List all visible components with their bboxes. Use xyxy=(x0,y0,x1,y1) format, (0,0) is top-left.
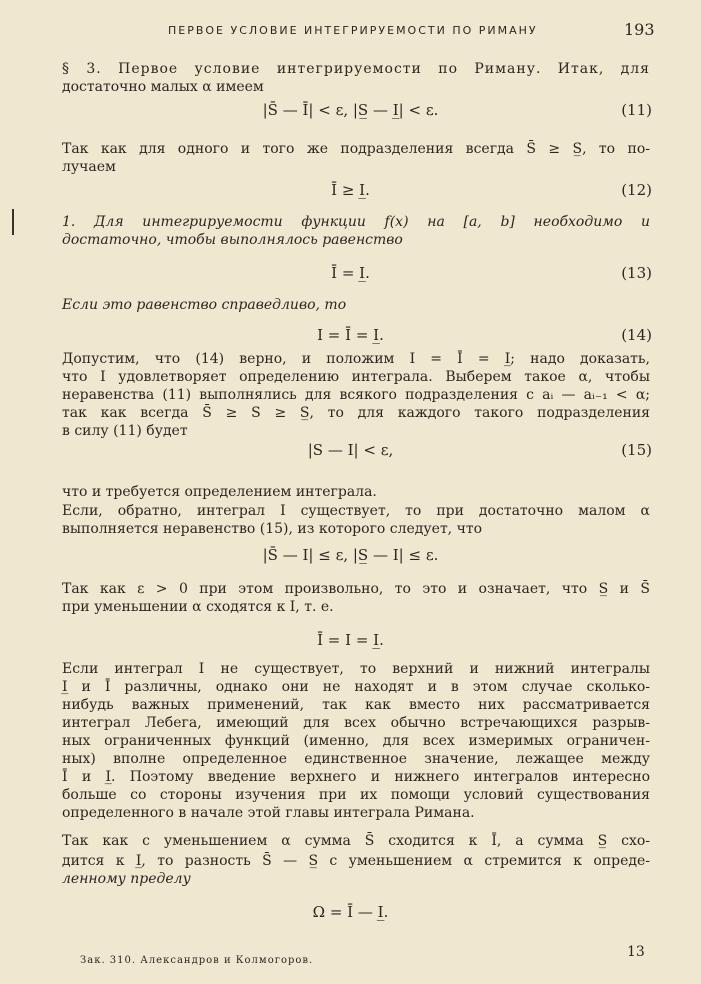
equation: Ī = I = I̲. xyxy=(317,631,384,649)
text-line: § 3. Первое условие интегрируемости по Риману. Итак, для xyxy=(62,61,650,77)
text-line: лучаем xyxy=(62,159,116,175)
text-line: нибудь важных применений, так как вместо них рассматривается xyxy=(62,697,650,713)
text-line: при уменьшении α сходятся к I, т. е. xyxy=(62,599,334,615)
margin-mark xyxy=(12,209,14,235)
text-line: I̲ и Ī различны, однако они не находят и в этом случае сколько- xyxy=(62,679,650,695)
text-line: интеграл Лебега, имеющий для всех обычно встречающихся разрыв- xyxy=(62,715,650,731)
equation-number: (14) xyxy=(621,326,652,344)
text-line: достаточно малых α имеем xyxy=(62,79,264,95)
equation: |S̄ — I| ≤ ε, |S̲ — I| ≤ ε. xyxy=(262,546,439,564)
text-line: Если, обратно, интеграл I существует, то при достаточно малом α xyxy=(62,503,650,519)
text-line: достаточно, чтобы выполнялось равенство xyxy=(62,232,403,248)
equation: I = Ī = I̲. xyxy=(317,326,384,344)
text-line: что I удовлетворяет определению интеграла. Выберем такое α, чтобы xyxy=(62,369,650,385)
text-line: неравенства (11) выполнялись для всякого подразделения с aᵢ — aᵢ₋₁ < α; xyxy=(62,387,650,403)
text-line: дится к I̲, то разность S̄ — S̲ с уменьшением α стремится к опреде- xyxy=(62,853,650,869)
text-line: что и требуется определением интеграла. xyxy=(62,484,377,500)
text-line: ных ограниченных функций (именно, для всех измеримых ограничен- xyxy=(62,733,650,749)
text-line: в силу (11) будет xyxy=(62,423,188,439)
text-line: Допустим, что (14) верно, и положим I = Ī = I̲; надо доказать, xyxy=(62,351,650,367)
page-number: 193 xyxy=(624,20,655,39)
text-line: выполняется неравенство (15), из которого следует, что xyxy=(62,521,483,537)
printer-note: Зак. 310. Александров и Колмогоров. xyxy=(80,955,314,966)
equation: Ω = Ī — I̲. xyxy=(312,903,389,921)
running-title: ПЕРВОЕ УСЛОВИЕ ИНТЕГРИРУЕМОСТИ ПО РИМАНУ xyxy=(168,24,538,37)
equation: |S̄ — Ī| < ε, |S̲ — I̲| < ε. xyxy=(262,101,439,119)
equation-number: (15) xyxy=(621,441,652,459)
text-line: ных) вполне определенное единственное значение, лежащее между xyxy=(62,751,650,767)
text-line: Если это равенство справедливо, то xyxy=(62,297,347,313)
equation-number: (11) xyxy=(621,101,652,119)
signature-mark: 13 xyxy=(627,944,645,960)
equation-number: (13) xyxy=(621,264,652,282)
text-line: так как всегда S̄ ≥ S ≥ S̲, то для каждого такого подразделения xyxy=(62,405,650,421)
equation-number: (12) xyxy=(621,181,652,199)
equation: |S — I| < ε, xyxy=(307,441,394,459)
equation: Ī = I̲. xyxy=(331,264,370,282)
equation: Ī ≥ I̲. xyxy=(331,181,370,199)
text-line: Ī и I̲. Поэтому введение верхнего и нижнего интегралов интересно xyxy=(62,769,650,785)
text-line: Так как для одного и того же подразделения всегда S̄ ≥ S̲, то по- xyxy=(62,141,650,157)
running-header xyxy=(0,20,701,44)
text-line: Если интеграл I не существует, то верхний и нижний интегралы xyxy=(62,661,650,677)
text-line: ленному пределу xyxy=(62,871,191,887)
text-line: Так как с уменьшением α сумма S̄ сходится к Ī, а сумма S̲ схо- xyxy=(62,833,650,849)
text-line: больше со стороны изучения при их помощи условий существования xyxy=(62,787,650,803)
text-line: определенного в начале этой главы интеграла Римана. xyxy=(62,805,475,821)
text-line: 1. Для интегрируемости функции f(x) на [a, b] необходимо и xyxy=(62,214,650,230)
text-line: Так как ε > 0 при этом произвольно, то это и означает, что S̲ и S̄ xyxy=(62,581,650,597)
